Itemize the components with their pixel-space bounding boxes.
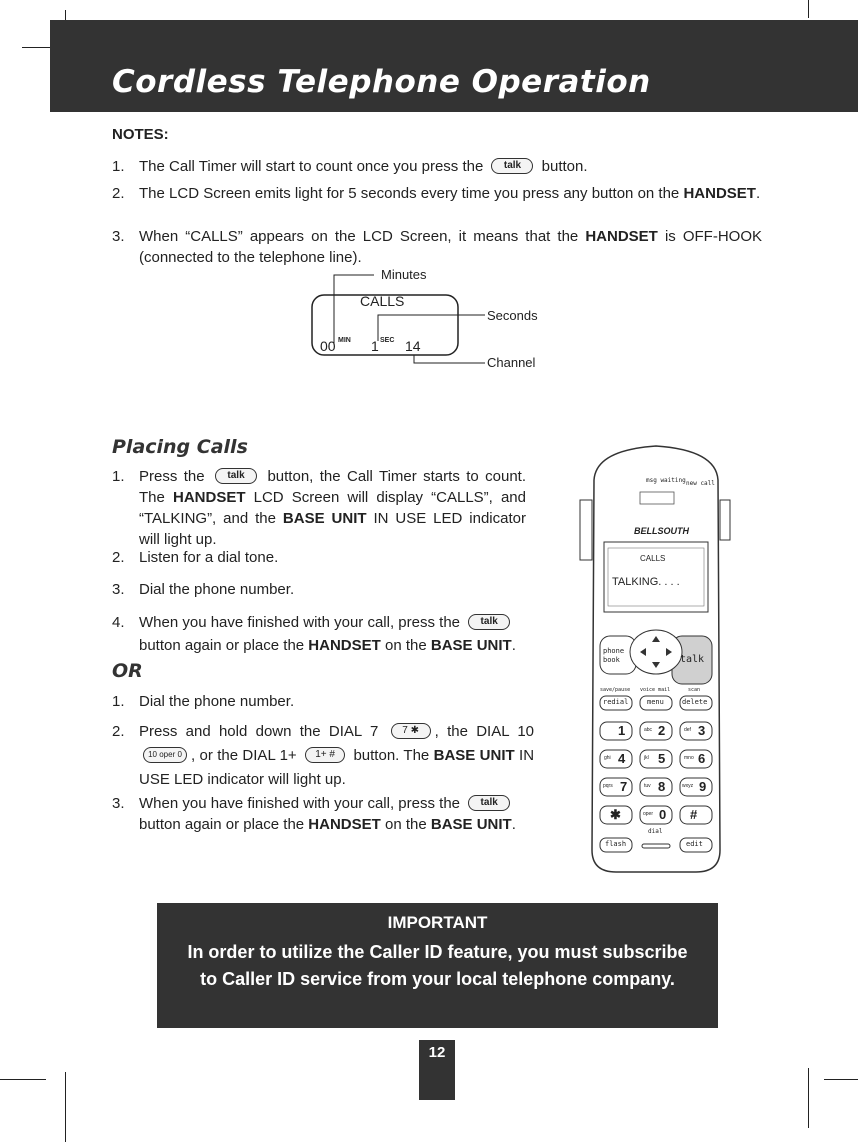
step-number: 3.: [112, 795, 125, 812]
key-letters: wxyz: [682, 783, 694, 789]
crop-mark: [65, 1072, 66, 1142]
voice-mail-label: voice mail: [640, 687, 671, 693]
key-letters: tuv: [644, 783, 651, 789]
step-text: Press and hold down the DIAL 7: [139, 723, 379, 740]
step-bold: BASE UNIT: [282, 510, 367, 527]
scan-label: scan: [688, 687, 701, 693]
step-bold: HANDSET: [308, 816, 381, 833]
key-digit: 5: [658, 751, 666, 766]
key-digit: 1: [618, 723, 626, 738]
key-digit: 8: [658, 779, 666, 794]
important-text: In order to utilize the Caller ID feature, you must subscribe to Caller ID service from your local telephone company.: [187, 942, 688, 989]
step-text: Dial the phone number.: [139, 693, 295, 710]
page-title: Cordless Telephone Operation: [112, 64, 651, 100]
flash-button: flash: [605, 840, 627, 848]
lcd-seconds-value: 1: [371, 338, 379, 354]
handset-illustration: [576, 440, 736, 876]
key-letters: oper: [643, 811, 654, 817]
section-title-placing-calls: Placing Calls: [112, 436, 248, 458]
channel-label: Channel: [487, 355, 536, 370]
note-text: The Call Timer will start to count once you press the: [139, 158, 484, 175]
step-text: IN USE LED indicator will light up.: [139, 747, 535, 788]
note-text: button.: [541, 158, 588, 175]
menu-button: menu: [647, 698, 664, 706]
important-title: IMPORTANT: [387, 913, 488, 932]
step-text: IN USE LED indicator will light up.: [139, 510, 526, 548]
step-text: When you have finished with your call, press the: [139, 795, 460, 812]
step-text: Press the: [139, 468, 205, 485]
step-text: When you have finished with your call, press the: [139, 614, 460, 631]
notes-heading: NOTES:: [112, 126, 169, 143]
handset-body-icon: [576, 440, 736, 876]
step-text: button again or place the: [139, 816, 305, 833]
crop-mark: [0, 1079, 46, 1080]
step-text: on the: [384, 637, 427, 654]
step-text: on the: [384, 816, 427, 833]
step-bold: HANDSET: [172, 489, 246, 506]
key-digit: 4: [618, 751, 626, 766]
key-digit: 3: [698, 723, 706, 738]
star-key-icon: ✱: [610, 807, 621, 822]
note-text: is OFF-HOOK (connected to the telephone line).: [139, 228, 763, 266]
handset-screen-line1: CALLS: [640, 554, 666, 563]
note-text: When “CALLS” appears on the LCD Screen, it means that the: [139, 228, 579, 245]
talk-key-icon: talk: [491, 158, 533, 174]
key-letters: jkl: [644, 755, 649, 761]
key-digit: 9: [699, 779, 707, 794]
step-bold: HANDSET: [308, 637, 381, 654]
step-text: , the DIAL 10: [434, 723, 534, 740]
step-number: 4.: [112, 614, 125, 631]
note-number: 1.: [112, 158, 125, 175]
dial-1plus-key-icon: 1+ #: [305, 747, 345, 763]
edit-button: edit: [686, 840, 703, 848]
page-number: 12: [419, 1040, 455, 1100]
step-number: 1.: [112, 693, 125, 710]
redial-button: redial: [603, 698, 629, 706]
key-letters: pqrs: [603, 783, 613, 789]
lcd-calls-text: CALLS: [360, 293, 405, 309]
step-text: Listen for a dial tone.: [139, 549, 279, 566]
dial-10-key-icon: 10 oper 0: [143, 747, 187, 763]
step-number: 1.: [112, 468, 125, 485]
lcd-seconds-unit: SEC: [380, 337, 395, 344]
brand-logo: BELLSOUTH: [634, 526, 689, 536]
note-text: .: [755, 185, 761, 202]
step-bold: BASE UNIT: [430, 637, 512, 654]
dial-7-key-icon: 7 ✱: [391, 723, 431, 739]
seconds-label: Seconds: [487, 308, 538, 323]
step-text: Dial the phone number.: [139, 581, 295, 598]
step-text: .: [511, 637, 516, 654]
talk-key-icon: talk: [468, 795, 510, 811]
key-digit: 7: [620, 779, 628, 794]
key-letters: mno: [684, 755, 694, 761]
pound-key-icon: #: [690, 807, 698, 822]
key-digit: 6: [698, 751, 706, 766]
crop-mark: [808, 0, 809, 18]
crop-mark: [808, 1068, 809, 1128]
delete-button: delete: [682, 698, 708, 706]
key-letters: abc: [644, 727, 653, 733]
step-text: button again or place the: [139, 637, 305, 654]
lcd-minutes-unit: MIN: [338, 337, 351, 344]
step-text: , or the DIAL 1+: [191, 747, 297, 764]
step-number: 3.: [112, 581, 125, 598]
handset-screen-line2: TALKING. . . .: [612, 576, 680, 588]
talk-key-icon: talk: [215, 468, 257, 484]
talk-key-icon: talk: [468, 614, 510, 630]
step-number: 2.: [112, 723, 125, 740]
minutes-label: Minutes: [381, 267, 427, 282]
lcd-channel-value: 14: [405, 338, 421, 354]
dial-label: dial: [648, 828, 663, 835]
step-text: .: [511, 816, 516, 833]
note-text: The LCD Screen emits light for 5 seconds every time you press any button on the: [139, 185, 680, 202]
crop-mark: [824, 1079, 858, 1080]
step-bold: BASE UNIT: [430, 816, 512, 833]
note-number: 2.: [112, 185, 125, 202]
key-letters: def: [684, 727, 691, 733]
step-bold: BASE UNIT: [433, 747, 515, 764]
handset-talk-button: talk: [680, 654, 705, 665]
note-bold: HANDSET: [585, 228, 658, 245]
step-text: button, the Call Timer starts to count. The: [139, 468, 527, 506]
lcd-diagram: [300, 265, 560, 375]
key-digit: 0: [659, 807, 667, 822]
new-call-label: new call: [686, 480, 715, 487]
or-label: OR: [112, 660, 143, 682]
key-letters: ghi: [604, 755, 611, 761]
phonebook-button: phone book: [603, 647, 625, 664]
crop-mark: [22, 47, 50, 48]
step-number: 2.: [112, 549, 125, 566]
step-text: button. The: [353, 747, 430, 764]
lcd-minutes-value: 00: [320, 338, 336, 354]
note-bold: HANDSET: [683, 185, 756, 202]
key-digit: 2: [658, 723, 666, 738]
note-number: 3.: [112, 228, 125, 245]
important-notice: [157, 903, 718, 1028]
save-pause-label: save/pause: [600, 687, 631, 693]
msg-waiting-label: msg waiting: [646, 477, 686, 484]
step-text: LCD Screen will display “CALLS”, and “TALKING”, and the: [139, 489, 526, 527]
